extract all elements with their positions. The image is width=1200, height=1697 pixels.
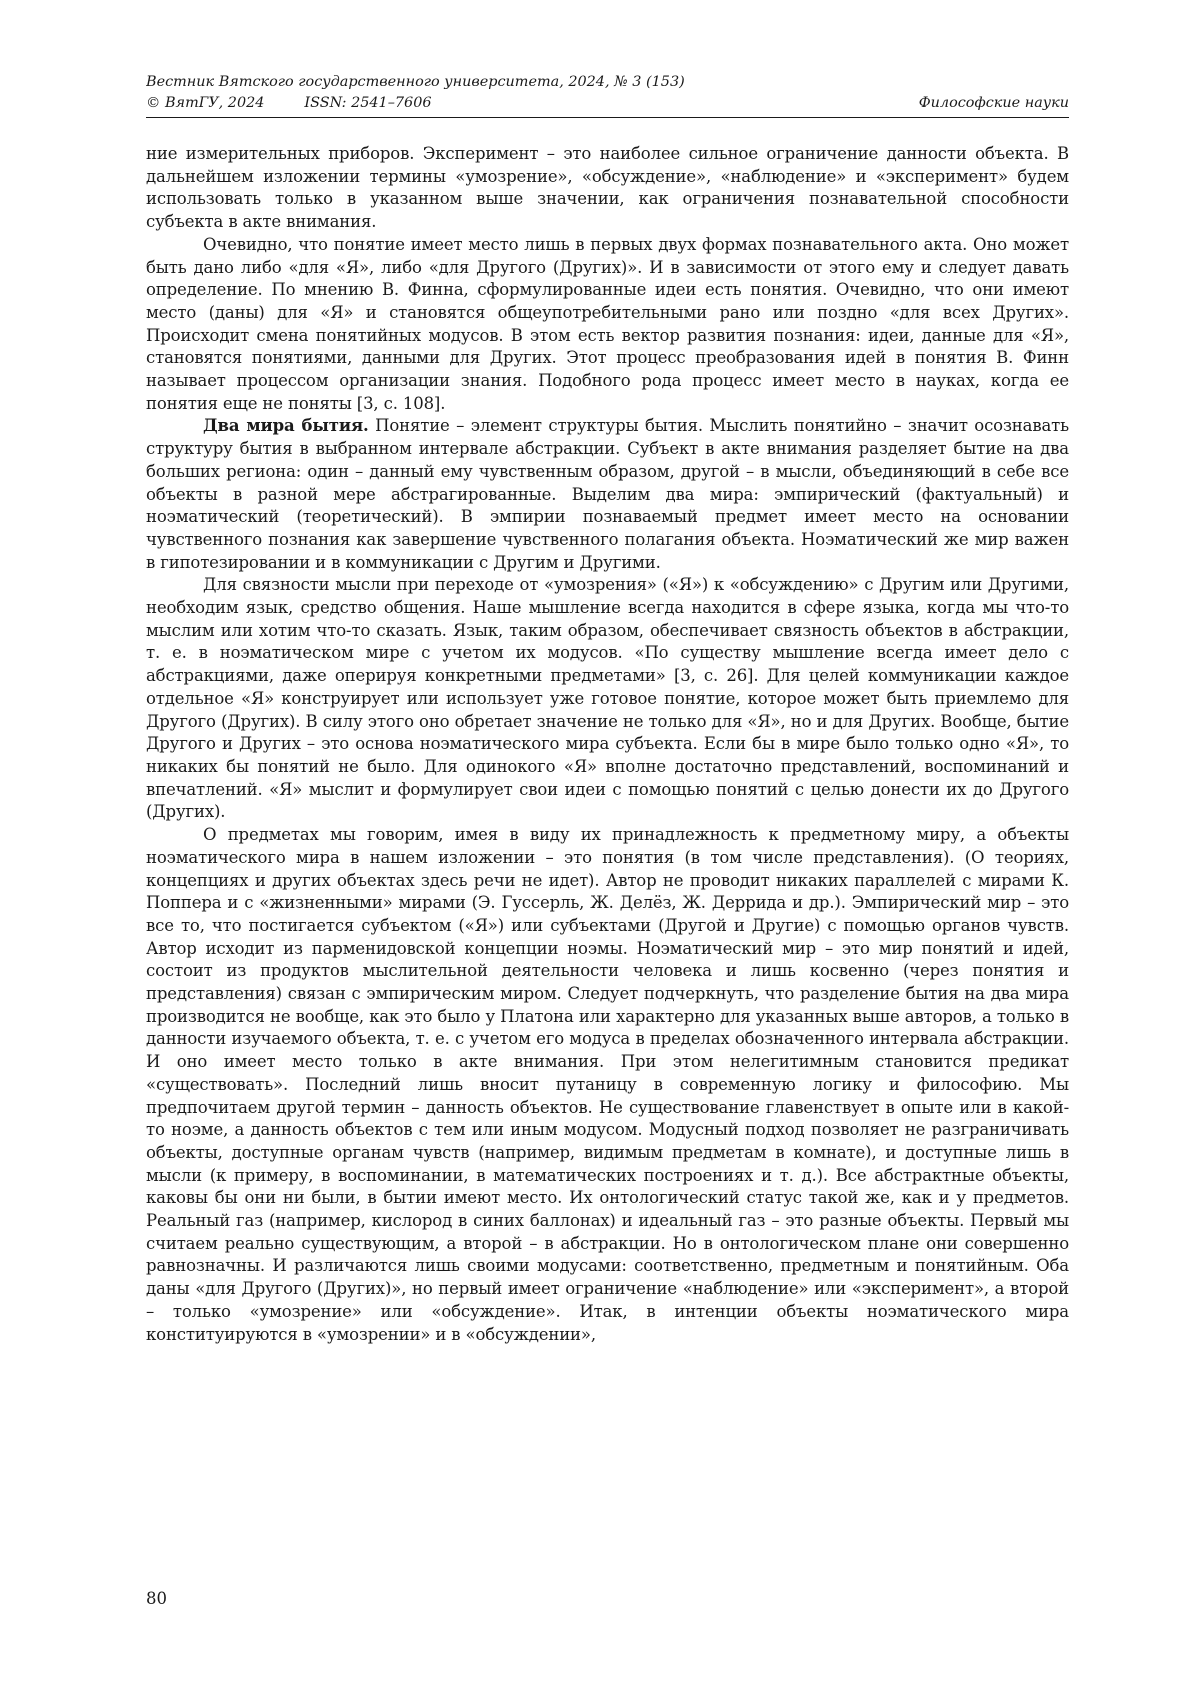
running-header [146,72,1069,118]
page-number: 80 [146,1589,167,1608]
paragraph: Очевидно, что понятие имеет место лишь в первых двух формах познавательного акта. Оно может быть дано либо «для «Я», либо «для Другого (Других)». И в зависимости от этого ему и следует давать определение. По мнению В. Финна, сформулированные идеи есть понятия. Очевидно, что они имеют место (даны) для «Я» и становятся общеупотребительными рано или поздно «для всех Других». Происходит смена понятийных модусов. В этом есть вектор развития познания: идеи, данные для «Я», становятся понятиями, данными для Других. Этот процесс преобразования идей в понятия В. Финн называет процессом организации знания. Подобного рода процесс имеет место в науках, когда ее понятия еще не поняты [3, с. 108]. [146,234,1069,413]
paragraph [146,415,1069,574]
section-heading: Два мира бытия. [203,416,369,436]
journal-title: Вестник Вятского государственного университета, 2024, № 3 (153) [146,74,685,90]
section-title: Философские науки [918,95,1069,111]
header-left [146,93,432,114]
paragraph-text: Понятие – элемент структуры бытия. Мыслить понятийно – значит осознавать структуру бытия в выбранном интервале абстракции. Субъект в акте внимания разделяет бытие на два больших региона: один – данный ему чувственным образом, другой – в мысли, объединяющий в себе все объекты в разной мере абстрагированные. Выделим два мира: эмпирический (фактуальный) и ноэматический (теоретический). В эмпирии познаваемый предмет имеет место на основании чувственного познания как завершение чувственного полагания объекта. Ноэматический же мир важен в гипотезировании и в коммуникации с Другим и Другими. [146,416,1069,572]
paragraph: ние измерительных приборов. Эксперимент – это наиболее сильное ограничение данности объекта. В дальнейшем изложении термины «умозрение», «обсуждение», «наблюдение» и «эксперимент» будем использовать только в указанном выше значении, как ограничения познавательной способности субъекта в акте внимания. [146,144,1069,232]
article-body [146,143,1069,1346]
paragraph: Для связности мысли при переходе от «умозрения» («Я») к «обсуждению» с Другим или Другими, необходим язык, средство общения. Наше мышление всегда находится в сфере языка, когда мы что-то мыслим или хотим что-то сказать. Язык, таким образом, обеспечивает связность объектов в абстракции, т. е. в ноэматическом мире с учетом их модусов. «По существу мышление всегда имеет дело с абстракциями, даже оперируя конкретными предметами» [3, с. 26]. Для целей коммуникации каждое отдельное «Я» конструирует или использует уже готовое понятие, которое может быть приемлемо для Другого (Других). В силу этого оно обретает значение не только для «Я», но и для Других. Вообще, бытие Другого и Других – это основа ноэматического мира субъекта. Если бы в мире было только одно «Я», то никаких бы понятий не было. Для одинокого «Я» вполне достаточно представлений, воспоминаний и впечатлений. «Я» мыслит и формулирует свои идеи с помощью понятий с целью донести их до Другого (Других). [146,575,1069,822]
issn-text: ISSN: 2541–7606 [304,95,432,111]
header-meta-row [146,93,1069,114]
copyright-text: © ВятГУ, 2024 [146,95,265,111]
header-divider [146,117,1069,118]
paragraph: О предметах мы говорим, имея в виду их принадлежность к предметному миру, а объекты ноэматического мира в нашем изложении – это понятия (в том числе представления). (О теориях, концепциях и других объектах здесь речи не идет). Автор не проводит никаких параллелей с мирами К. Поппера и с «жизненными» мирами (Э. Гуссерль, Ж. Делёз, Ж. Деррида и др.). Эмпирический мир – это все то, что постигается субъектом («Я») или субъектами (Другой и Другие) с помощью органов чувств. Автор исходит из парменидовской концепции ноэмы. Ноэматический мир – это мир понятий и идей, состоит из продуктов мыслительной деятельности человека и лишь косвенно (через понятия и представления) связан с эмпирическим миром. Следует подчеркнуть, что разделение бытия на два мира производится не вообще, как это было у Платона или характерно для указанных выше авторов, а только в данности изучаемого объекта, т. е. с учетом его модуса в пределах обозначенного интервала абстракции. И оно имеет место только в акте внимания. При этом нелегитимным становится предикат «существовать». Последний лишь вносит путаницу в современную логику и философию. Мы предпочитаем другой термин – данность объектов. Не существование главенствует в опыте или в какой-то ноэме, а данность объектов с тем или иным модусом. Модусный подход позволяет не разграничивать объекты, доступные органам чувств (например, видимым предметам в комнате), и доступные лишь в мысли (к примеру, в воспоминании, в математических построениях и т. д.). Все абстрактные объекты, каковы бы они ни были, в бытии имеют место. Их онтологический статус такой же, как и у предметов. Реальный газ (например, кислород в синих баллонах) и идеальный газ – это разные объекты. Первый мы считаем реально существующим, а второй – в абстракции. Но в онтологическом плане они совершенно равнозначны. И различаются лишь своими модусами: соответственно, предметным и понятийным. Оба даны «для Другого (Других)», но первый имеет ограничение «наблюдение» или «эксперимент», а второй – только «умозрение» или «обсуждение». Итак, в интенции объекты ноэматического мира конституируются в «умозрении» и в «обсуждении», [146,825,1069,1344]
